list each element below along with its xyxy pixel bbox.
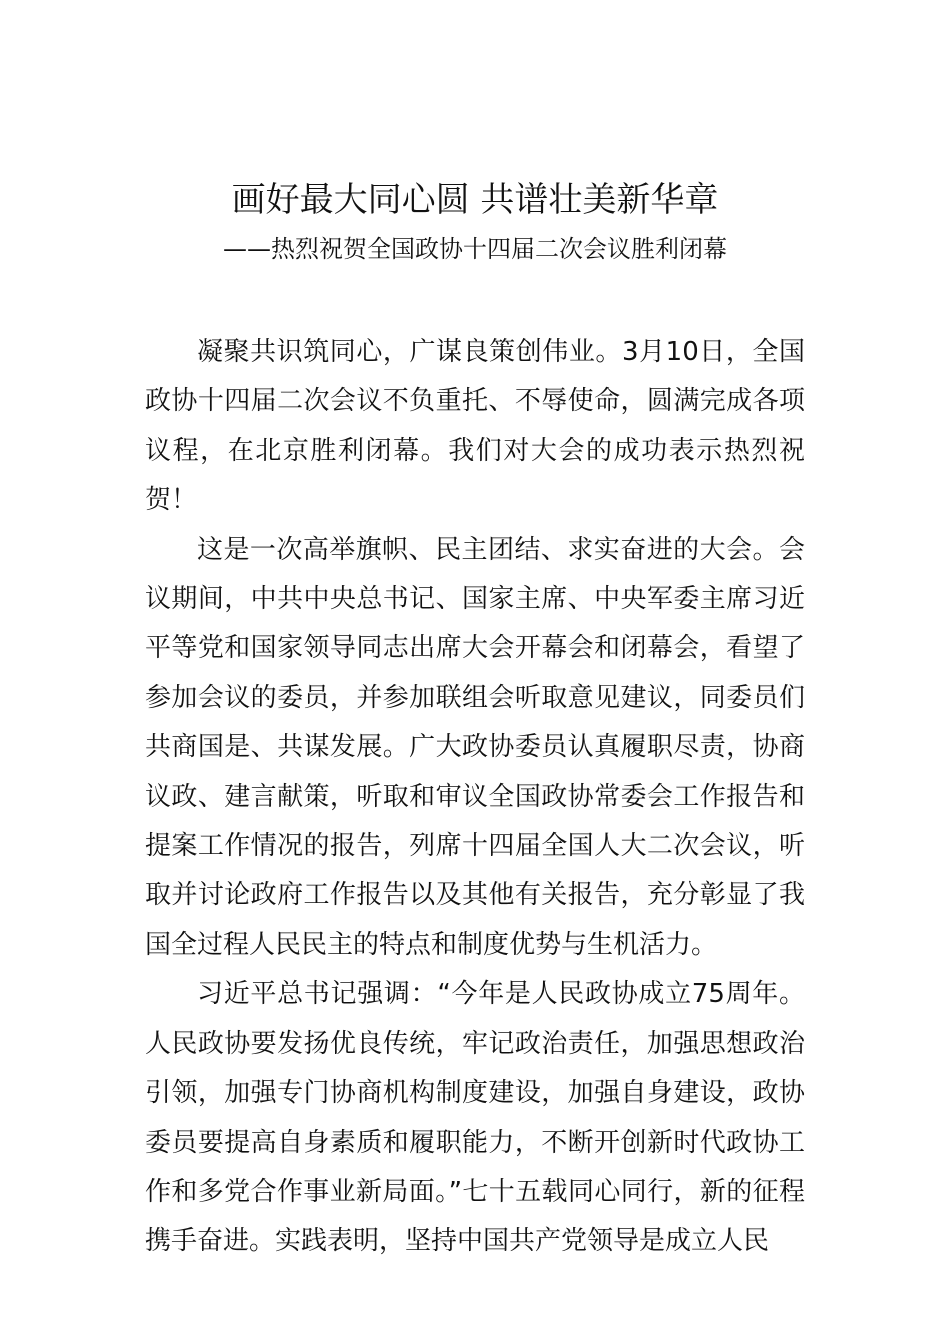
body-paragraph-3: 习近平总书记强调：“今年是人民政协成立75周年。人民政协要发扬优良传统，牢记政治责任，加强思想政治引领，加强专门协商机构制度建设，加强自身建设，政协委员要提高自身素质和履职能力，不断开创新时代政协工作和多党合作事业新局面。”七十五载同心同行，新的征程携手奋进。实践表明，坚持中国共产党领导是成立人民: [145, 979, 805, 1257]
article-body: [145, 328, 805, 1267]
article-subtitle: ——热烈祝贺全国政协十四届二次会议胜利闭幕: [223, 235, 727, 263]
body-paragraph-2: 这是一次高举旗帜、民主团结、求实奋进的大会。会议期间，中共中央总书记、国家主席、中央军委主席习近平等党和国家领导同志出席大会开幕会和闭幕会，看望了参加会议的委员，并参加联组会听取意见建议，同委员们共商国是、共谋发展。广大政协委员认真履职尽责，协商议政、建言献策，听取和审议全国政协常委会工作报告和提案工作情况的报告，列席十四届全国人大二次会议，听取并讨论政府工作报告以及其他有关报告，充分彰显了我国全过程人民民主的特点和制度优势与生机活力。: [145, 534, 805, 960]
article-title: 画好最大同心圆 共谱壮美新华章: [231, 180, 719, 220]
body-paragraph-1: 凝聚共识筑同心，广谋良策创伟业。3月10日，全国政协十四届二次会议不负重托、不辱使命，圆满完成各项议程，在北京胜利闭幕。我们对大会的成功表示热烈祝贺！: [145, 337, 805, 516]
